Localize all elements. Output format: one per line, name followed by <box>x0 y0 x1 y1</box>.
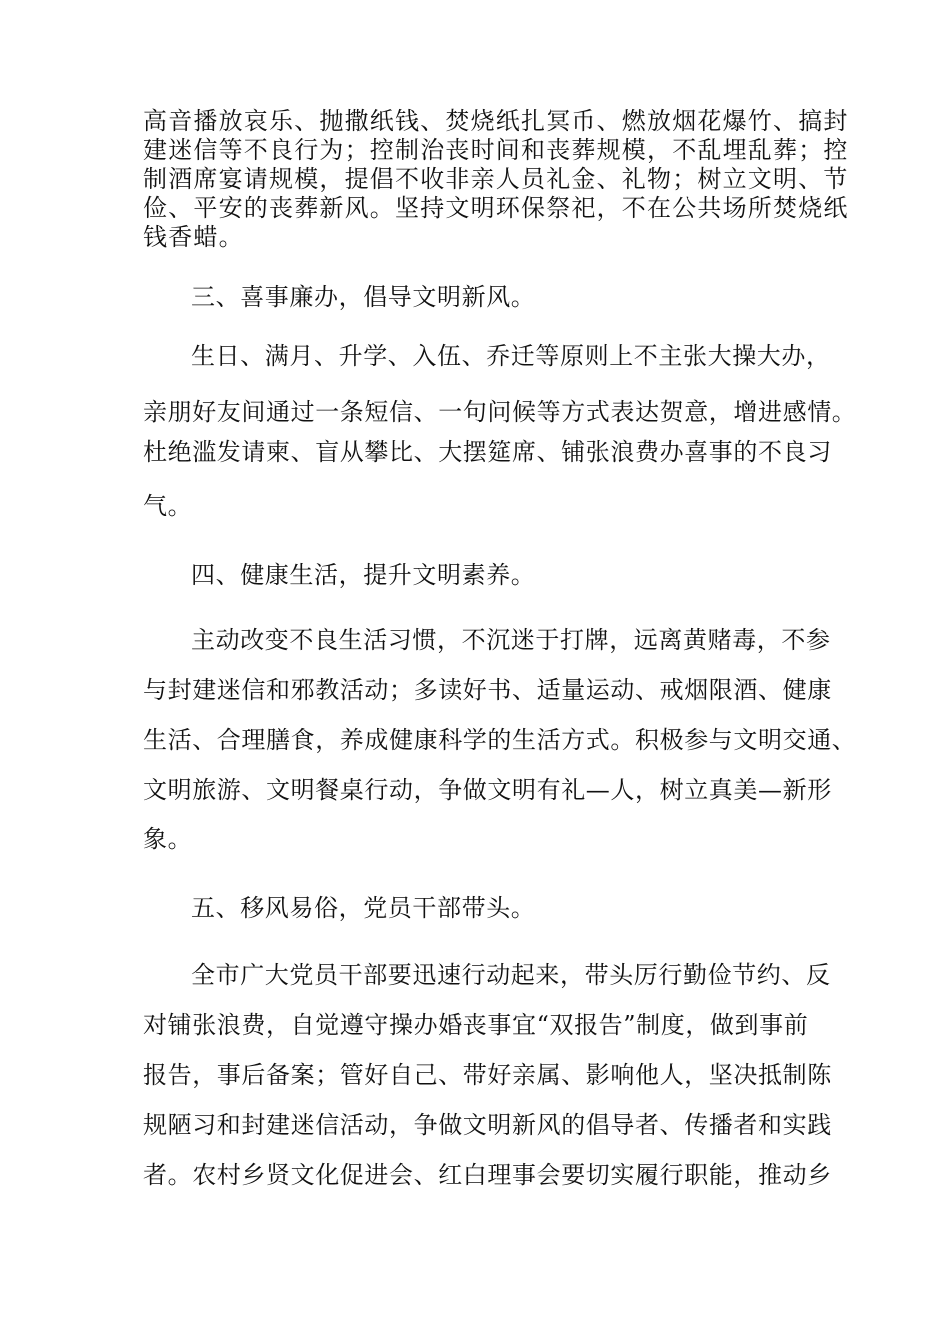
paragraph-line: 与封建迷信和邪教活动；多读好书、适量运动、戒烟限酒、健康 <box>143 676 832 704</box>
paragraph-line: 高音播放哀乐、抛撒纸钱、焚烧纸扎冥币、燃放烟花爆竹、搞封 <box>143 107 849 135</box>
paragraph-line: 亲朋好友间通过一条短信、一句问候等方式表达贺意，增进感情。 <box>143 398 857 426</box>
paragraph-line: 气。 <box>143 492 193 520</box>
paragraph-line: 钱香蜡。 <box>143 223 244 251</box>
paragraph-line: 文明旅游、文明餐桌行动，争做文明有礼—人，树立真美—新形 <box>143 776 832 804</box>
paragraph-line: 象。 <box>143 825 193 853</box>
paragraph-line: 建迷信等不良行为；控制治丧时间和丧葬规模，不乱埋乱葬；控 <box>143 136 849 164</box>
paragraph-line: 主动改变不良生活习惯，不沉迷于打牌，远离黄赌毒，不参 <box>191 626 831 654</box>
paragraph-line: 杜绝滥发请柬、盲从攀比、大摆筵席、铺张浪费办喜事的不良习 <box>143 438 832 466</box>
paragraph-line: 生活、合理膳食，养成健康科学的生活方式。积极参与文明交通、 <box>143 726 857 754</box>
paragraph-line: 俭、平安的丧葬新风。坚持文明环保祭祀，不在公共场所焚烧纸 <box>143 194 849 222</box>
paragraph-line: 报告，事后备案；管好自己、带好亲属、影响他人，坚决抵制陈 <box>143 1061 832 1089</box>
paragraph-line: 生日、满月、升学、入伍、乔迁等原则上不主张大操大办， <box>191 342 831 370</box>
paragraph-line: 制酒席宴请规模，提倡不收非亲人员礼金、礼物；树立文明、节 <box>143 165 849 193</box>
paragraph-line: 对铺张浪费，自觉遵守操办婚丧事宜“双报告”制度，做到事前 <box>143 1011 809 1039</box>
section-heading: 三、喜事廉办，倡导文明新风。 <box>191 283 536 311</box>
section-heading: 五、移风易俗，党员干部带头。 <box>191 894 536 922</box>
paragraph-line: 规陋习和封建迷信活动，争做文明新风的倡导者、传播者和实践 <box>143 1111 832 1139</box>
section-heading: 四、健康生活，提升文明素养。 <box>191 561 536 589</box>
paragraph-line: 者。农村乡贤文化促进会、红白理事会要切实履行职能，推动乡 <box>143 1161 832 1189</box>
paragraph-line: 全市广大党员干部要迅速行动起来，带头厉行勤俭节约、反 <box>191 961 831 989</box>
